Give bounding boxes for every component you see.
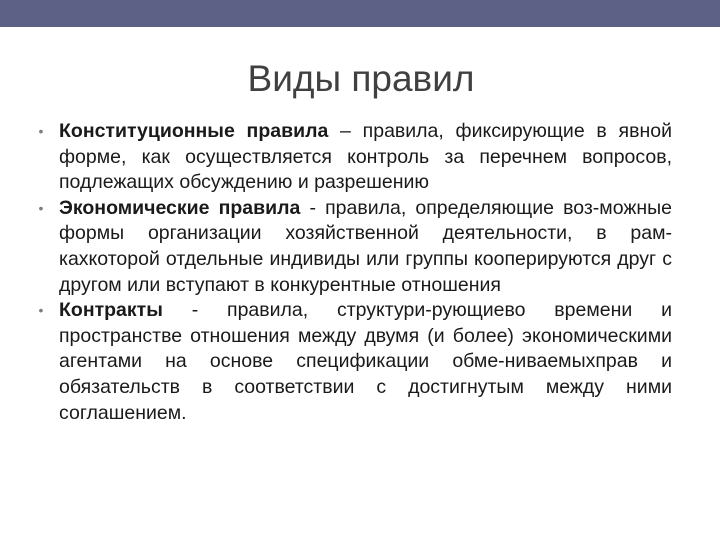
bullet-dot-icon: • — [38, 123, 44, 139]
bullet-term: Контракты — [59, 299, 163, 322]
bullet-term: Экономические правила — [59, 196, 301, 219]
bullet-item-economic-rules — [34, 196, 672, 298]
bullet-dot-icon: • — [38, 302, 44, 319]
bullet-term: Конституционные правила — [59, 120, 329, 142]
bullet-text: - правила, структури-рующиево времени и пространстве отношения между двумя (и более) экономическими агентами на основе спецификации обме-ниваемыхправ и обязательств в соответствии с достигнутым между ними соглашением. — [59, 299, 672, 424]
bullet-dot-icon: • — [38, 199, 44, 216]
bullet-item-contracts — [34, 298, 672, 426]
bullet-item-constitutional-rules — [34, 119, 672, 196]
bullet-text: - правила, определяющие воз-можные формы организации хозяйственной деятельности, в рам-кахкоторой отдельные индивиды или группы кооперируются друг с другом или вступают в конкурентные отношения — [59, 196, 672, 296]
top-accent-bar — [0, 0, 720, 27]
bullet-text: – правила, фиксирующие в явной форме, как осуществляется контроль за перечнем вопросов, подлежащих обсуждению и разрешению — [59, 120, 672, 194]
slide-title: Виды правил — [247, 58, 475, 99]
bullet-list — [34, 119, 672, 426]
